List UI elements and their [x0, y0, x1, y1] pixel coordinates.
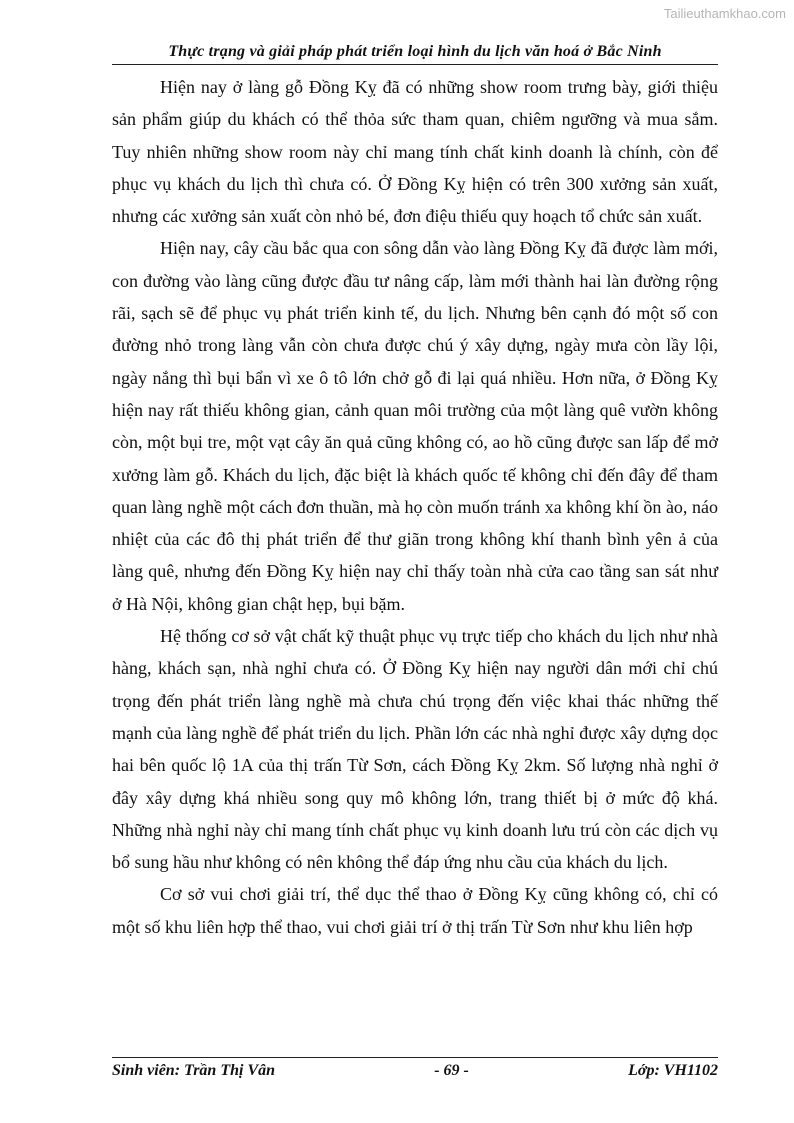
footer-class: Lớp: VH1102	[628, 1062, 718, 1079]
paragraph: Cơ sở vui chơi giải trí, thể dục thể thao ở Đồng Kỵ cũng không có, chỉ có một số khu liên hợp thể thao, vui chơi giải trí ở thị trấn Từ Sơn như khu liên hợp	[112, 884, 718, 937]
page-number: - 69 -	[434, 1062, 469, 1079]
watermark: Tailieuthamkhao.com	[663, 6, 786, 21]
paragraph: Hiện nay ở làng gỗ Đồng Kỵ đã có những show room trưng bày, giới thiệu sản phẩm giúp du khách có thể thỏa sức tham quan, chiêm ngưỡng và mua sắm. Tuy nhiên những show room này chỉ mang tính chất kinh doanh là chính, còn để phục vụ khách du lịch thì chưa có. Ở Đồng Kỵ hiện có trên 300 xưởng sản xuất, nhưng các xưởng sản xuất còn nhỏ bé, đơn điệu thiếu quy hoạch tổ chức sản xuất.	[112, 77, 718, 227]
paragraph: Hệ thống cơ sở vật chất kỹ thuật phục vụ trực tiếp cho khách du lịch như nhà hàng, khách sạn, nhà nghỉ chưa có. Ở Đồng Kỵ hiện nay người dân mới chỉ chú trọng đến phát triển làng nghề mà chưa chú trọng đến việc khai thác những thế mạnh của làng nghề để phát triển du lịch. Phần lớn các nhà nghỉ được xây dựng dọc hai bên quốc lộ 1A của thị trấn Từ Sơn, cách Đồng Kỵ 2km. Số lượng nhà nghỉ ở đây xây dựng khá nhiều song quy mô không lớn, trang thiết bị ở mức độ khá. Những nhà nghỉ này chỉ mang tính chất phục vụ kinh doanh lưu trú còn các dịch vụ bổ sung hầu như không có nên không thể đáp ứng nhu cầu của khách du lịch.	[112, 626, 718, 873]
paragraph: Hiện nay, cây cầu bắc qua con sông dẫn vào làng Đồng Kỵ đã được làm mới, con đường vào làng cũng được đầu tư nâng cấp, làm mới thành hai làn đường rộng rãi, sạch sẽ để phục vụ phát triển kinh tế, du lịch. Nhưng bên cạnh đó một số con đường nhỏ trong làng vẫn còn chưa được chú ý xây dựng, ngày mưa còn lầy lội, ngày nắng thì bụi bẩn vì xe ô tô lớn chở gỗ đi lại quá nhiều. Hơn nữa, ở Đồng Kỵ hiện nay rất thiếu không gian, cảnh quan môi trường của một làng quê vườn không còn, một bụi tre, một vạt cây ăn quả cũng không có, ao hồ cũng được san lấp để mở xưởng làm gỗ. Khách du lịch, đặc biệt là khách quốc tế không chỉ đến đây để tham quan làng nghề một cách đơn thuần, mà họ còn muốn tránh xa không khí ồn ào, náo nhiệt của các đô thị phát triển để thư giãn trong không khí thanh bình yên ả của làng quê, nhưng đến Đồng Kỵ hiện nay chỉ thấy toàn nhà cửa cao tầng san sát như ở Hà Nội, không gian chật hẹp, bụi bặm.	[112, 238, 718, 614]
body-text	[112, 71, 718, 943]
page-footer	[112, 1062, 718, 1080]
footer-divider	[112, 1057, 718, 1058]
footer-student: Sinh viên: Trần Thị Vân	[112, 1062, 276, 1079]
page-header: Thực trạng và giải pháp phát triển loại hình du lịch văn hoá ở Bắc Ninh	[112, 43, 718, 65]
